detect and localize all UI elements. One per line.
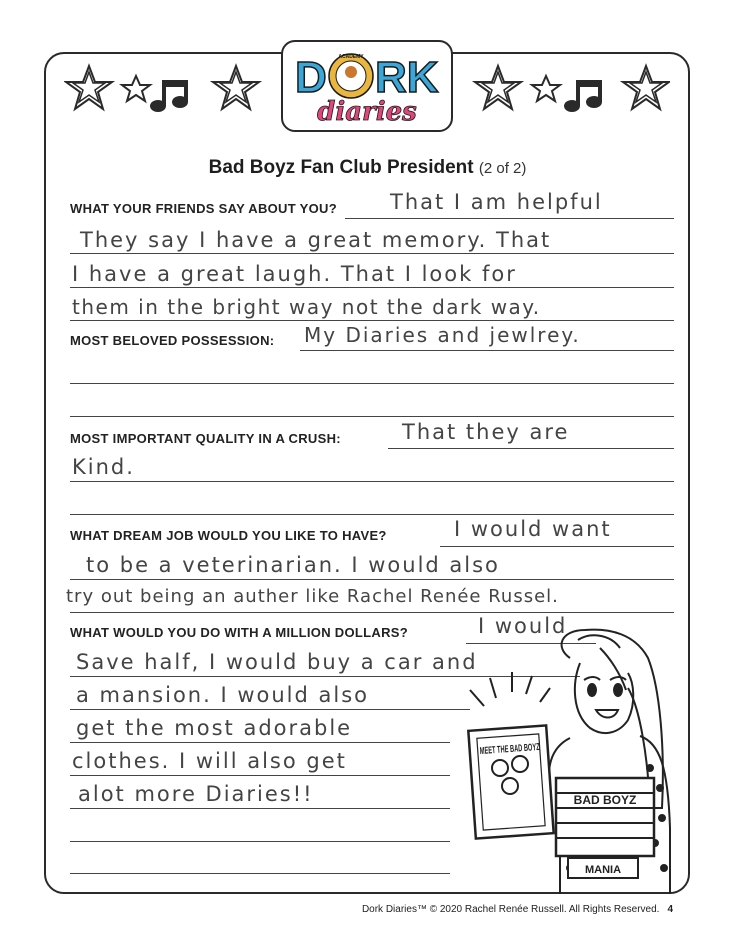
answer-line bbox=[70, 873, 450, 874]
page-title bbox=[0, 157, 735, 179]
answer-text: Kind. bbox=[72, 455, 135, 479]
logo-diaries-text: diaries bbox=[317, 97, 417, 127]
title-subtitle: (2 of 2) bbox=[478, 160, 527, 177]
answer-text: I have a great laugh. That I look for bbox=[72, 262, 517, 286]
answer-text: clothes. I will also get bbox=[72, 749, 347, 773]
question-label-crush: MOST IMPORTANT QUALITY IN A CRUSH: bbox=[70, 431, 341, 446]
answer-text: try out being an auther like Rachel Renée Russel. bbox=[66, 586, 559, 607]
logo-academy-text: ACADEMY bbox=[338, 54, 364, 60]
question-label-dream-job: WHAT DREAM JOB WOULD YOU LIKE TO HAVE? bbox=[70, 528, 387, 543]
book-title-right: BAD BOYZ bbox=[573, 793, 637, 807]
answer-line bbox=[70, 808, 450, 809]
book-title-left: MEET THE BAD BOYZ bbox=[479, 738, 586, 758]
answer-line bbox=[70, 481, 674, 482]
answer-line bbox=[440, 546, 674, 547]
answer-line bbox=[70, 320, 674, 321]
answer-line bbox=[70, 579, 674, 580]
stars-notes-right-decoration bbox=[470, 58, 670, 118]
question-label-million-dollars: WHAT WOULD YOU DO WITH A MILLION DOLLARS? bbox=[70, 625, 408, 640]
answer-line bbox=[70, 841, 450, 842]
nikki-holding-books-illustration bbox=[450, 628, 675, 894]
logo-letters-rk: RK bbox=[375, 53, 439, 102]
answer-line bbox=[70, 612, 674, 613]
music-note-icon bbox=[150, 80, 188, 112]
dork-diaries-logo bbox=[283, 42, 451, 130]
footer-copyright: Dork Diaries™ © 2020 Rachel Renée Russell. All Rights Reserved. bbox=[361, 904, 660, 915]
shirt-text: MANIA bbox=[584, 864, 622, 876]
answer-line bbox=[70, 775, 450, 776]
answer-text: That I am helpful bbox=[390, 190, 603, 214]
answer-text: I would want bbox=[454, 517, 612, 541]
answer-text: Save half, I would buy a car and bbox=[76, 650, 478, 674]
question-label-possession: MOST BELOVED POSSESSION: bbox=[70, 333, 275, 348]
answer-line bbox=[70, 253, 674, 254]
answer-text: to be a veterinarian. I would also bbox=[86, 553, 500, 577]
answer-line bbox=[70, 514, 674, 515]
logo-letter-d: D bbox=[295, 53, 327, 102]
answer-line bbox=[70, 287, 674, 288]
answer-line bbox=[70, 416, 674, 417]
answer-line bbox=[70, 709, 470, 710]
star-icon bbox=[532, 76, 560, 101]
star-icon bbox=[122, 76, 150, 101]
answer-line bbox=[345, 218, 674, 219]
answer-line bbox=[70, 383, 674, 384]
page-number: 4 bbox=[667, 904, 673, 915]
answer-text: a mansion. I would also bbox=[76, 683, 369, 707]
answer-text: get the most adorable bbox=[76, 716, 353, 740]
answer-text: them in the bright way not the dark way. bbox=[72, 295, 541, 319]
answer-line bbox=[388, 448, 674, 449]
answer-line bbox=[300, 350, 674, 351]
footer bbox=[362, 904, 673, 915]
stars-notes-left-decoration bbox=[64, 58, 264, 118]
answer-text: My Diaries and jewlrey. bbox=[304, 323, 581, 347]
answer-text: I would bbox=[478, 614, 568, 638]
answer-text: They say I have a great memory. That bbox=[80, 228, 552, 252]
answer-text: alot more Diaries!! bbox=[78, 782, 314, 806]
answer-text: That they are bbox=[402, 420, 570, 444]
question-label-friends: WHAT YOUR FRIENDS SAY ABOUT YOU? bbox=[70, 201, 337, 216]
music-note-icon bbox=[564, 80, 602, 112]
logo-box bbox=[281, 40, 453, 132]
title-main: Bad Boyz Fan Club President bbox=[208, 157, 474, 178]
answer-line bbox=[70, 742, 450, 743]
